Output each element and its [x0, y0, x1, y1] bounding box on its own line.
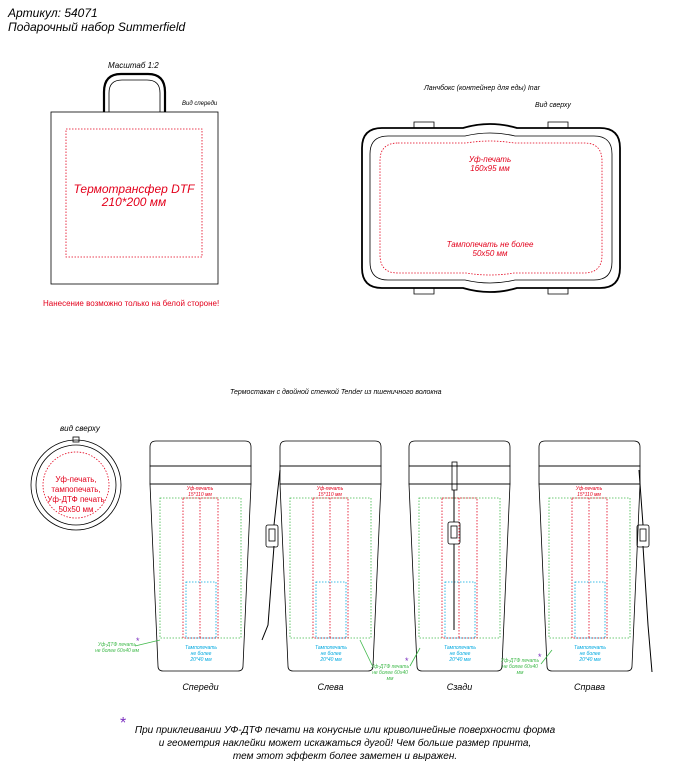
pad-line: 20*40 мм: [320, 657, 342, 663]
lid-line: Уф-печать,: [55, 475, 97, 484]
uv-label: Уф-печать: [575, 486, 603, 492]
right-dtf-label: [498, 658, 542, 676]
pad-line: Тампопечать: [573, 645, 607, 651]
tumbler-title: Термостакан с двойной стенкой Tender из пшеничного волокна: [230, 389, 442, 396]
lid-line: тампопечать,: [51, 485, 101, 494]
pad-line: не более: [449, 651, 471, 657]
bag-print-size: 210*200 мм: [101, 195, 167, 209]
pad-line: 20*40 мм: [449, 657, 471, 663]
pad-line: Тампопечать: [314, 645, 348, 651]
dtf-line: Уф-ДТФ печать: [500, 658, 540, 664]
right-star: *: [538, 652, 542, 662]
right-uv-label: [559, 486, 619, 498]
lunchbox-pad-size: 50х50 мм: [472, 249, 508, 258]
back-pad-label: [435, 645, 485, 663]
dtf-line: не более 60х40 мм: [502, 664, 538, 676]
scale-label: Масштаб 1:2: [108, 61, 159, 70]
footnote-line: При приклеивании УФ-ДТФ печати на конусные или криволинейные поверхности форма: [134, 725, 556, 736]
footnote-star: *: [120, 715, 127, 732]
front-pad-label: [176, 645, 226, 663]
dtf-line: Уф-ДТФ печать: [370, 664, 410, 670]
tumbler-right: [539, 441, 652, 672]
pad-line: не более: [579, 651, 601, 657]
tumbler-left: [262, 441, 381, 671]
lunchbox-view-label: Вид сверху: [535, 102, 571, 109]
lunchbox-pad-label: Тампопечать не более: [446, 240, 534, 249]
lid-line: 50х50 мм: [58, 505, 94, 514]
lid-line: Уф-ДТФ печать: [47, 495, 105, 504]
uv-label: Уф-печать: [316, 486, 344, 492]
tumbler-front: [135, 441, 251, 671]
bag-view-label: Вид спереди: [182, 101, 218, 107]
tumbler-back: [409, 441, 510, 671]
front-dtf-label: [94, 642, 140, 654]
lunchbox-uv-label: Уф-печать: [468, 155, 512, 164]
product-title: Подарочный набор Summerfield: [8, 20, 186, 34]
uv-size: 15*110 мм: [318, 492, 342, 498]
lid-print-text: [38, 475, 114, 515]
pad-line: Тампопечать: [443, 645, 477, 651]
lunchbox-uv-size: 160х95 мм: [470, 164, 510, 173]
dtf-line: не более 60х40 мм: [94, 648, 140, 654]
pad-line: Тампопечать: [184, 645, 218, 651]
view-back: Сзади: [446, 682, 473, 692]
view-left: Слева: [317, 682, 344, 692]
top-view-label: вид сверху: [60, 424, 100, 433]
uv-size: 15*110 мм: [577, 492, 601, 498]
pad-line: 20*40 мм: [579, 657, 601, 663]
left-uv-label: [300, 486, 360, 498]
footnote-text: [110, 724, 580, 763]
left-pad-label: [306, 645, 356, 663]
footnote-line: и геометрия наклейки может искажаться дугой! Чем больше размер принта,: [158, 738, 532, 749]
dtf-line: не более 60х40 мм: [372, 670, 408, 682]
front-star: *: [136, 636, 140, 646]
footnote-line: тем этот эффект более заметен и выражен.: [232, 751, 458, 762]
bag-note: Нанесение возможно только на белой стороне!: [43, 299, 220, 308]
back-star: *: [405, 656, 409, 666]
view-right: Справа: [574, 682, 605, 692]
lunchbox-title: Ланчбокс (контейнер для еды) Inar: [424, 85, 540, 92]
left-dtf-label: [368, 664, 412, 682]
lunchbox-drawing: [362, 122, 620, 294]
bag-print-method: Термотрансфер DTF: [73, 182, 195, 196]
article-number: Артикул: 54071: [8, 6, 98, 20]
front-uv-label: [170, 486, 230, 498]
dtf-line: Уф-ДТФ печать: [97, 642, 137, 648]
uv-size: 15*110 мм: [188, 492, 212, 498]
pad-line: не более: [190, 651, 212, 657]
uv-label: Уф-печать: [186, 486, 214, 492]
pad-line: 20*40 мм: [190, 657, 212, 663]
view-front: Спереди: [182, 682, 219, 692]
right-pad-label: [565, 645, 615, 663]
pad-line: не более: [320, 651, 342, 657]
